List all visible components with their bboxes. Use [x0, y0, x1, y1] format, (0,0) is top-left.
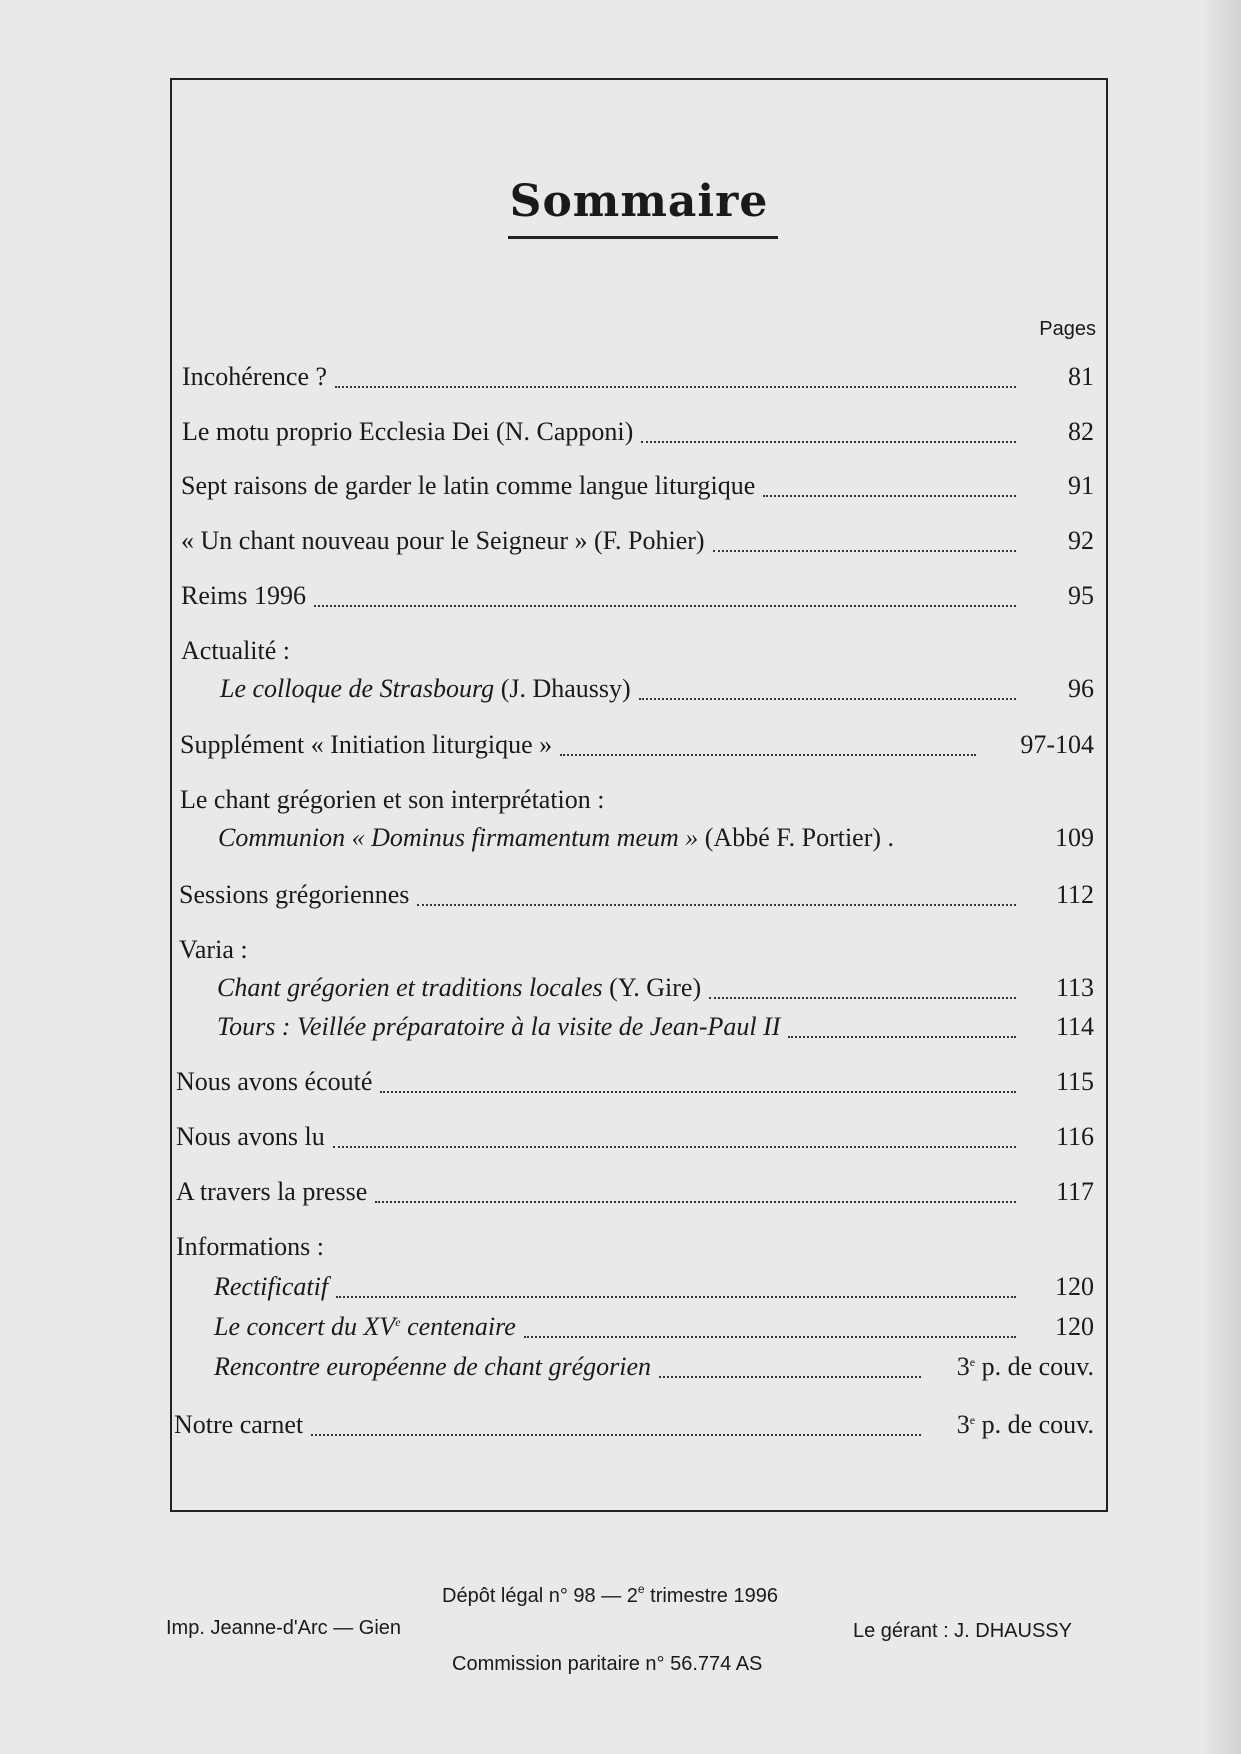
- page-edge-shadow: [1201, 0, 1241, 1754]
- toc-section-label: Informations :: [176, 1232, 325, 1261]
- toc-entry-label: Supplément « Initiation liturgique »: [180, 730, 553, 759]
- toc-entry[interactable]: [181, 526, 1094, 560]
- toc-entry-page: 109: [1055, 823, 1094, 852]
- toc-section-heading: [176, 1232, 1094, 1266]
- toc-entry-page: 92: [1068, 526, 1094, 555]
- toc-entry-page: 117: [1055, 1177, 1094, 1206]
- toc-entry-page: 120: [1055, 1272, 1094, 1301]
- article-author: (Y. Gire): [609, 973, 702, 1002]
- leader-dots: [314, 605, 1016, 607]
- toc-section-label: Actualité :: [181, 636, 291, 665]
- leader-dots: [375, 1201, 1016, 1203]
- toc-section-heading: [179, 935, 1094, 969]
- toc-subentry[interactable]: [220, 674, 1094, 708]
- toc-entry-page: 3e p. de couv.: [956, 1410, 1094, 1439]
- article-title: Chant grégorien et traditions locales: [217, 973, 603, 1002]
- toc-entry-page: 81: [1068, 362, 1094, 391]
- toc-entry-page: 112: [1055, 880, 1094, 909]
- toc-section-label: Varia :: [179, 935, 248, 964]
- page-title: Sommaire: [509, 176, 769, 227]
- toc-subentry[interactable]: [214, 1312, 1094, 1346]
- toc-entry[interactable]: [180, 730, 1094, 764]
- toc-section-heading: [180, 785, 1094, 819]
- toc-section-heading: [181, 636, 1094, 670]
- toc-entry-label: Incohérence ?: [182, 362, 328, 391]
- leader-dots: [641, 441, 1016, 443]
- toc-entry[interactable]: [176, 1067, 1094, 1101]
- toc-subentry[interactable]: [214, 1352, 1094, 1386]
- leader-dots: [659, 1376, 921, 1378]
- toc-entry[interactable]: [182, 362, 1094, 396]
- toc-entry[interactable]: [174, 1410, 1094, 1444]
- toc-entry[interactable]: [176, 1177, 1094, 1211]
- toc-subentry-label: Rencontre européenne de chant grégorien: [214, 1352, 652, 1381]
- toc-entry-label: Le motu proprio Ecclesia Dei (N. Capponi): [182, 417, 634, 446]
- toc-subentry-label: Rectificatif: [214, 1272, 329, 1301]
- toc-entry-page: 97-104: [1020, 730, 1094, 759]
- toc-entry-label: Sessions grégoriennes: [179, 880, 410, 909]
- toc-subentry[interactable]: [214, 1272, 1094, 1306]
- article-author: (Abbé F. Portier) .: [704, 823, 895, 852]
- toc-subentry[interactable]: [217, 1012, 1094, 1046]
- leader-dots: [311, 1434, 921, 1436]
- toc-entry-page: 3e p. de couv.: [956, 1352, 1094, 1381]
- leader-dots: [524, 1336, 1016, 1338]
- toc-entry-label: Nous avons lu: [176, 1122, 325, 1151]
- leader-dots: [788, 1036, 1016, 1038]
- leader-dots: [763, 495, 1016, 497]
- toc-entry[interactable]: [181, 471, 1094, 505]
- article-title: Communion « Dominus firmamentum meum »: [218, 823, 699, 852]
- toc-subentry[interactable]: [217, 973, 1094, 1007]
- toc-subentry-label: Tours : Veillée préparatoire à la visite de Jean-Paul II: [217, 1012, 781, 1041]
- toc-entry-page: 82: [1068, 417, 1094, 446]
- imprimeur: Imp. Jeanne-d'Arc — Gien: [166, 1617, 402, 1639]
- toc-entry-label: Sept raisons de garder le latin comme langue liturgique: [181, 471, 756, 500]
- toc-entry[interactable]: [176, 1122, 1094, 1156]
- toc-entry-label: Notre carnet: [174, 1410, 304, 1439]
- leader-dots: [380, 1091, 1016, 1093]
- toc-entry-page: 113: [1055, 973, 1094, 1002]
- article-title: Le colloque de Strasbourg: [220, 674, 495, 703]
- gerant: Le gérant : J. DHAUSSY: [853, 1620, 1072, 1642]
- toc-subentry-label: Le concert du XVe centenaire: [214, 1312, 516, 1341]
- leader-dots: [709, 997, 1016, 999]
- toc-entry[interactable]: [182, 417, 1094, 451]
- toc-entry-page: 91: [1068, 471, 1094, 500]
- toc-entry-label: Reims 1996: [181, 581, 306, 610]
- toc-entry-label: « Un chant nouveau pour le Seigneur » (F. Pohier): [181, 526, 705, 555]
- toc-subentry-label: [218, 823, 894, 853]
- toc-entry-page: 115: [1055, 1067, 1094, 1096]
- commission-paritaire: Commission paritaire n° 56.774 AS: [452, 1653, 763, 1675]
- toc-subentry-label: [217, 973, 701, 1003]
- toc-entry-label: A travers la presse: [176, 1177, 368, 1206]
- toc-entry-page: 114: [1055, 1012, 1094, 1041]
- toc-entry-page: 120: [1055, 1312, 1094, 1341]
- toc-subentry[interactable]: [218, 823, 1094, 857]
- toc-entry-label: Nous avons écouté: [176, 1067, 373, 1096]
- toc-entry-page: 116: [1055, 1122, 1094, 1151]
- toc-entry[interactable]: [179, 880, 1094, 914]
- pages-column-header: Pages: [1039, 318, 1096, 340]
- toc-entry-page: 96: [1068, 674, 1094, 703]
- leader-dots: [335, 386, 1016, 388]
- summary-frame: [170, 78, 1108, 1512]
- toc-entry-page: 95: [1068, 581, 1094, 610]
- leader-dots: [560, 754, 976, 756]
- depot-legal: Dépôt légal n° 98 — 2e trimestre 1996: [442, 1582, 778, 1607]
- toc-subentry-label: [220, 674, 631, 704]
- table-of-contents: [172, 80, 1106, 1510]
- article-author: (J. Dhaussy): [500, 674, 631, 703]
- leader-dots: [336, 1296, 1016, 1298]
- leader-dots: [639, 698, 1016, 700]
- toc-entry[interactable]: [181, 581, 1094, 615]
- leader-dots: [713, 550, 1016, 552]
- leader-dots: [417, 904, 1016, 906]
- toc-section-label: Le chant grégorien et son interprétation :: [180, 785, 605, 814]
- leader-dots: [333, 1146, 1016, 1148]
